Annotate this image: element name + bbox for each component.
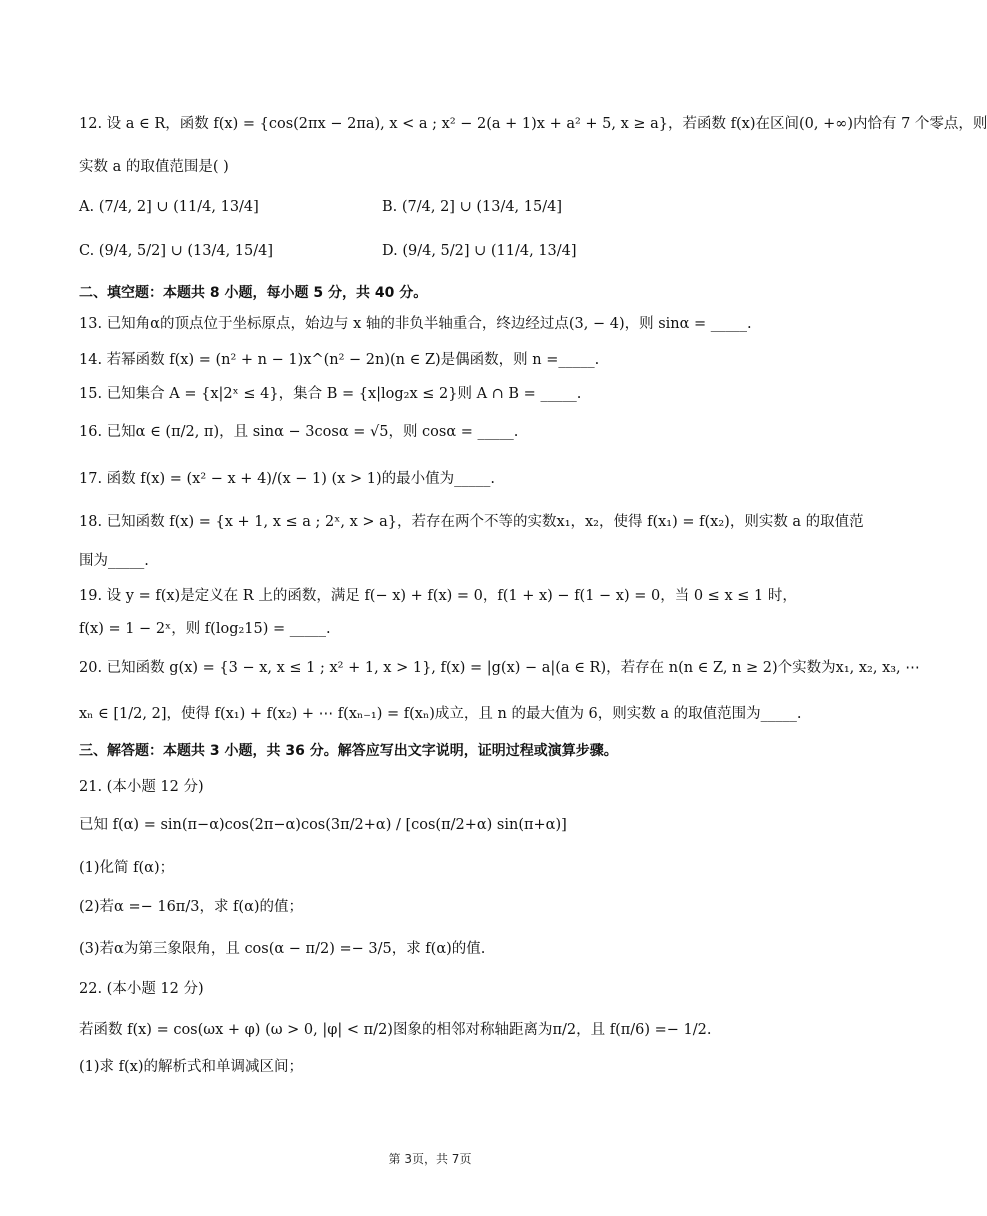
q16: 16. 已知α ∈ (π/2, π)，且 sinα − 3cosα = √5，则 cosα = _____. (79, 424, 519, 440)
q12-option-b: B. (7/4, 2] ∪ (13/4, 15/4] (382, 199, 562, 215)
q21-part2: (2)若α =− 16π/3，求 f(α)的值； (79, 899, 304, 915)
q12-stem: 12. 设 a ∈ R，函数 f(x) = {cos(2πx − 2πa), x < a ; x² − 2(a + 1)x + a² + 5, x ≥ a}，若函数 f(x)在区间(0, +∞)内恰有 7 个零点，则 (79, 116, 987, 132)
q22-given: 若函数 f(x) = cos(ωx + φ) (ω > 0, |φ| < π/2)图象的相邻对称轴距离为π/2，且 f(π/6) =− 1/2. (79, 1022, 712, 1038)
q12-option-a: A. (7/4, 2] ∪ (11/4, 13/4] (79, 199, 259, 215)
q18-line2: 围为_____. (79, 553, 149, 569)
q20-line2: xₙ ∈ [1/2, 2]，使得 f(x₁) + f(x₂) + ⋯ f(xₙ₋₁) = f(xₙ)成立，且 n 的最大值为 6，则实数 a 的取值范围为_____. (79, 706, 802, 722)
q17: 17. 函数 f(x) = (x² − x + 4)/(x − 1) (x > 1)的最小值为_____. (79, 471, 495, 487)
q22-part1: (1)求 f(x)的解析式和单调减区间； (79, 1059, 304, 1075)
q12-option-d: D. (9/4, 5/2] ∪ (11/4, 13/4] (382, 243, 577, 259)
section-solution-heading: 三、解答题：本题共 3 小题，共 36 分。解答应写出文字说明，证明过程或演算步骤。 (79, 743, 618, 759)
section-fill-in-heading: 二、填空题：本题共 8 小题，每小题 5 分，共 40 分。 (79, 285, 428, 301)
q21-part1: (1)化简 f(α)； (79, 860, 175, 876)
q22-head: 22. (本小题 12 分) (79, 981, 204, 997)
q21-given: 已知 f(α) = sin(π−α)cos(2π−α)cos(3π/2+α) / [cos(π/2+α) sin(π+α)] (79, 817, 567, 833)
q14: 14. 若幂函数 f(x) = (n² + n − 1)x^(n² − 2n)(n ∈ Z)是偶函数，则 n =_____. (79, 352, 600, 368)
q20-line1: 20. 已知函数 g(x) = {3 − x, x ≤ 1 ; x² + 1, x > 1}, f(x) = |g(x) − a|(a ∈ R)，若存在 n(n ∈ Z, n ≥ 2)个实数为x₁, x₂, x₃, ⋯ (79, 660, 920, 676)
q13: 13. 已知角α的顶点位于坐标原点，始边与 x 轴的非负半轴重合，终边经过点(3, − 4)，则 sinα = _____. (79, 316, 752, 332)
q12-stem-cont: 实数 a 的取值范围是( ) (79, 159, 229, 175)
q18-line1: 18. 已知函数 f(x) = {x + 1, x ≤ a ; 2ˣ, x > a}，若存在两个不等的实数x₁，x₂，使得 f(x₁) = f(x₂)，则实数 a 的取值范 (79, 514, 864, 530)
q12-option-c: C. (9/4, 5/2] ∪ (13/4, 15/4] (79, 243, 274, 259)
q21-head: 21. (本小题 12 分) (79, 779, 204, 795)
q19-line2: f(x) = 1 − 2ˣ，则 f(log₂15) = _____. (79, 621, 331, 637)
page-footer: 第 3页，共 7页 (388, 1152, 472, 1166)
q19-line1: 19. 设 y = f(x)是定义在 R 上的函数，满足 f(− x) + f(x) = 0，f(1 + x) − f(1 − x) = 0，当 0 ≤ x ≤ 1 时， (79, 588, 797, 604)
q15: 15. 已知集合 A = {x|2ˣ ≤ 4}，集合 B = {x|log₂x ≤ 2}则 A ∩ B = _____. (79, 386, 582, 402)
q21-part3: (3)若α为第三象限角，且 cos(α − π/2) =− 3/5，求 f(α)的值. (79, 941, 486, 957)
